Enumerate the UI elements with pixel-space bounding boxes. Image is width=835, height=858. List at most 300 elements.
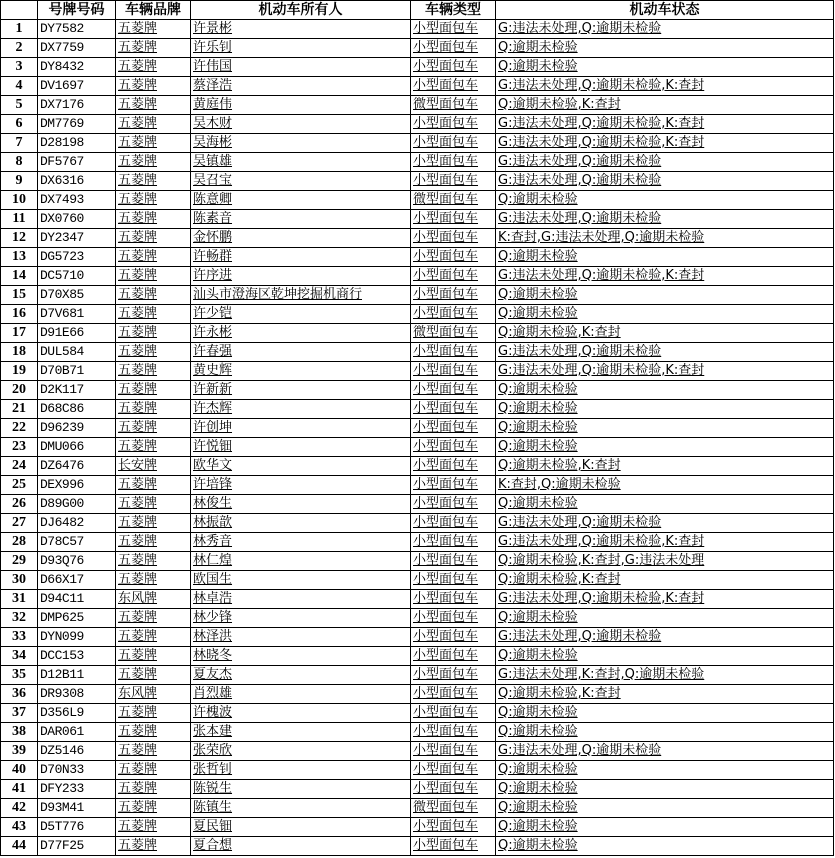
brand-cell[interactable]: [116, 514, 191, 533]
type-cell-text: 小型面包车: [413, 287, 479, 302]
header-row-number[interactable]: [1, 1, 38, 20]
brand-cell[interactable]: [116, 552, 191, 571]
plate-cell[interactable]: [38, 723, 116, 742]
type-cell[interactable]: [411, 210, 496, 229]
owner-cell[interactable]: [191, 172, 411, 191]
owner-cell[interactable]: [191, 286, 411, 305]
row-number[interactable]: [1, 590, 38, 609]
plate-cell[interactable]: [38, 742, 116, 761]
owner-cell[interactable]: [191, 799, 411, 818]
row-number[interactable]: [1, 20, 38, 39]
row-number[interactable]: [1, 609, 38, 628]
owner-cell[interactable]: [191, 39, 411, 58]
brand-cell[interactable]: [116, 20, 191, 39]
status-cell[interactable]: [496, 343, 834, 362]
owner-cell[interactable]: [191, 210, 411, 229]
plate-cell[interactable]: [38, 324, 116, 343]
status-cell[interactable]: [496, 191, 834, 210]
plate-cell[interactable]: [38, 172, 116, 191]
plate-cell[interactable]: [38, 134, 116, 153]
type-cell[interactable]: [411, 438, 496, 457]
row-number[interactable]: [1, 134, 38, 153]
type-cell[interactable]: [411, 609, 496, 628]
owner-cell-text: 夏合想: [193, 838, 233, 853]
row-number[interactable]: [1, 723, 38, 742]
owner-cell[interactable]: [191, 647, 411, 666]
status-cell-text: Q:逾期未检验: [498, 610, 578, 625]
header-plate[interactable]: 号牌号码: [38, 1, 116, 20]
row-number[interactable]: [1, 305, 38, 324]
status-cell[interactable]: [496, 419, 834, 438]
status-cell[interactable]: [496, 571, 834, 590]
row-number[interactable]: [1, 457, 38, 476]
type-cell[interactable]: [411, 267, 496, 286]
status-cell[interactable]: [496, 172, 834, 191]
row-number[interactable]: [1, 552, 38, 571]
status-cell-text: G:违法未处理,Q:逾期未检验,K:查封: [498, 268, 705, 283]
status-cell[interactable]: [496, 818, 834, 837]
brand-cell[interactable]: [116, 685, 191, 704]
brand-cell-text: 五菱牌: [118, 325, 158, 340]
type-cell[interactable]: [411, 647, 496, 666]
row-number[interactable]: [1, 628, 38, 647]
brand-cell[interactable]: [116, 666, 191, 685]
header-brand[interactable]: 车辆品牌: [116, 1, 191, 20]
row-number[interactable]: [1, 58, 38, 77]
plate-cell[interactable]: [38, 115, 116, 134]
type-cell[interactable]: [411, 153, 496, 172]
status-cell[interactable]: [496, 20, 834, 39]
owner-cell[interactable]: [191, 191, 411, 210]
row-number[interactable]: [1, 362, 38, 381]
row-number[interactable]: [1, 533, 38, 552]
plate-cell[interactable]: [38, 780, 116, 799]
plate-cell[interactable]: [38, 381, 116, 400]
type-cell[interactable]: [411, 457, 496, 476]
brand-cell[interactable]: [116, 172, 191, 191]
owner-cell[interactable]: [191, 666, 411, 685]
plate-cell[interactable]: [38, 96, 116, 115]
row-number[interactable]: [1, 343, 38, 362]
brand-cell[interactable]: [116, 267, 191, 286]
type-cell[interactable]: [411, 818, 496, 837]
status-cell[interactable]: [496, 685, 834, 704]
brand-cell[interactable]: [116, 533, 191, 552]
status-cell[interactable]: [496, 799, 834, 818]
plate-cell[interactable]: [38, 286, 116, 305]
status-cell[interactable]: [496, 761, 834, 780]
status-cell[interactable]: [496, 837, 834, 856]
row-number[interactable]: [1, 286, 38, 305]
brand-cell[interactable]: [116, 837, 191, 856]
type-cell[interactable]: [411, 191, 496, 210]
row-number[interactable]: [1, 191, 38, 210]
status-cell[interactable]: [496, 628, 834, 647]
status-cell[interactable]: [496, 742, 834, 761]
type-cell[interactable]: [411, 286, 496, 305]
type-cell[interactable]: [411, 134, 496, 153]
table-row: [1, 685, 834, 704]
type-cell-text: 小型面包车: [413, 173, 479, 188]
plate-cell[interactable]: [38, 267, 116, 286]
type-cell[interactable]: [411, 495, 496, 514]
owner-cell[interactable]: [191, 723, 411, 742]
row-number[interactable]: [1, 229, 38, 248]
plate-cell[interactable]: [38, 647, 116, 666]
brand-cell[interactable]: [116, 457, 191, 476]
row-number[interactable]: [1, 210, 38, 229]
row-number[interactable]: [1, 77, 38, 96]
plate-cell[interactable]: [38, 20, 116, 39]
brand-cell-text: 五菱牌: [118, 743, 158, 758]
row-number[interactable]: [1, 761, 38, 780]
type-cell[interactable]: [411, 514, 496, 533]
status-cell[interactable]: [496, 514, 834, 533]
brand-cell[interactable]: [116, 419, 191, 438]
plate-cell[interactable]: [38, 77, 116, 96]
type-cell[interactable]: [411, 704, 496, 723]
status-cell[interactable]: [496, 400, 834, 419]
brand-cell[interactable]: [116, 305, 191, 324]
row-number[interactable]: [1, 96, 38, 115]
owner-cell-text: 林仁煌: [193, 553, 233, 568]
status-cell[interactable]: [496, 39, 834, 58]
type-cell[interactable]: [411, 343, 496, 362]
brand-cell[interactable]: [116, 590, 191, 609]
brand-cell[interactable]: [116, 343, 191, 362]
owner-cell[interactable]: [191, 20, 411, 39]
brand-cell[interactable]: [116, 495, 191, 514]
type-cell[interactable]: [411, 552, 496, 571]
status-cell[interactable]: [496, 248, 834, 267]
brand-cell[interactable]: [116, 77, 191, 96]
type-cell[interactable]: [411, 381, 496, 400]
owner-cell[interactable]: [191, 761, 411, 780]
plate-cell[interactable]: [38, 837, 116, 856]
type-cell[interactable]: [411, 533, 496, 552]
plate-cell[interactable]: [38, 248, 116, 267]
brand-cell[interactable]: [116, 761, 191, 780]
table-row: [1, 229, 834, 248]
row-number[interactable]: [1, 666, 38, 685]
header-owner[interactable]: 机动车所有人: [191, 1, 411, 20]
plate-cell[interactable]: [38, 400, 116, 419]
row-number[interactable]: [1, 153, 38, 172]
plate-cell[interactable]: [38, 685, 116, 704]
plate-cell[interactable]: [38, 229, 116, 248]
plate-cell[interactable]: [38, 628, 116, 647]
type-cell[interactable]: [411, 77, 496, 96]
status-cell[interactable]: [496, 381, 834, 400]
status-cell[interactable]: [496, 229, 834, 248]
status-cell[interactable]: [496, 457, 834, 476]
type-cell[interactable]: [411, 172, 496, 191]
brand-cell-text: 五菱牌: [118, 211, 158, 226]
owner-cell[interactable]: [191, 343, 411, 362]
row-number[interactable]: [1, 39, 38, 58]
type-cell[interactable]: [411, 419, 496, 438]
brand-cell[interactable]: [116, 248, 191, 267]
owner-cell[interactable]: [191, 514, 411, 533]
row-number[interactable]: [1, 267, 38, 286]
type-cell[interactable]: [411, 305, 496, 324]
status-cell[interactable]: [496, 438, 834, 457]
owner-cell[interactable]: [191, 476, 411, 495]
row-number[interactable]: [1, 799, 38, 818]
plate-cell[interactable]: [38, 191, 116, 210]
owner-cell[interactable]: [191, 362, 411, 381]
status-cell[interactable]: [496, 96, 834, 115]
brand-cell-text: 五菱牌: [118, 762, 158, 777]
brand-cell[interactable]: [116, 723, 191, 742]
row-number[interactable]: [1, 419, 38, 438]
type-cell[interactable]: [411, 96, 496, 115]
owner-cell[interactable]: [191, 267, 411, 286]
owner-cell-text: 陈锐生: [193, 781, 233, 796]
brand-cell[interactable]: [116, 229, 191, 248]
type-cell[interactable]: [411, 628, 496, 647]
status-cell[interactable]: [496, 58, 834, 77]
brand-cell[interactable]: [116, 704, 191, 723]
row-number[interactable]: [1, 704, 38, 723]
owner-cell[interactable]: [191, 742, 411, 761]
row-number[interactable]: [1, 837, 38, 856]
status-cell[interactable]: [496, 704, 834, 723]
plate-cell-text: DG5723: [40, 249, 84, 264]
brand-cell[interactable]: [116, 286, 191, 305]
type-cell[interactable]: [411, 248, 496, 267]
status-cell[interactable]: [496, 77, 834, 96]
header-type[interactable]: 车辆类型: [411, 1, 496, 20]
plate-cell[interactable]: [38, 438, 116, 457]
status-cell[interactable]: [496, 590, 834, 609]
owner-cell[interactable]: [191, 134, 411, 153]
type-cell[interactable]: [411, 742, 496, 761]
row-number[interactable]: [1, 248, 38, 267]
row-number-text: 7: [15, 135, 23, 150]
row-number[interactable]: [1, 685, 38, 704]
type-cell[interactable]: [411, 20, 496, 39]
owner-cell[interactable]: [191, 837, 411, 856]
type-cell[interactable]: [411, 723, 496, 742]
brand-cell[interactable]: [116, 381, 191, 400]
plate-cell[interactable]: [38, 514, 116, 533]
owner-cell[interactable]: [191, 609, 411, 628]
owner-cell[interactable]: [191, 685, 411, 704]
owner-cell[interactable]: [191, 115, 411, 134]
owner-cell[interactable]: [191, 780, 411, 799]
brand-cell[interactable]: [116, 780, 191, 799]
plate-cell[interactable]: [38, 495, 116, 514]
status-cell[interactable]: [496, 267, 834, 286]
status-cell[interactable]: [496, 286, 834, 305]
row-number[interactable]: [1, 818, 38, 837]
status-cell[interactable]: [496, 153, 834, 172]
owner-cell[interactable]: [191, 419, 411, 438]
row-number[interactable]: [1, 571, 38, 590]
plate-cell[interactable]: [38, 533, 116, 552]
status-cell[interactable]: [496, 723, 834, 742]
plate-cell[interactable]: [38, 552, 116, 571]
type-cell[interactable]: [411, 666, 496, 685]
owner-cell[interactable]: [191, 571, 411, 590]
owner-cell[interactable]: [191, 58, 411, 77]
plate-cell[interactable]: [38, 476, 116, 495]
status-cell-text: G:违法未处理,Q:逾期未检验: [498, 173, 662, 188]
type-cell[interactable]: [411, 58, 496, 77]
owner-cell[interactable]: [191, 438, 411, 457]
type-cell[interactable]: [411, 362, 496, 381]
status-cell[interactable]: [496, 134, 834, 153]
plate-cell[interactable]: [38, 666, 116, 685]
type-cell[interactable]: [411, 571, 496, 590]
plate-cell[interactable]: [38, 704, 116, 723]
owner-cell[interactable]: [191, 495, 411, 514]
brand-cell[interactable]: [116, 571, 191, 590]
owner-cell[interactable]: [191, 590, 411, 609]
status-cell[interactable]: [496, 609, 834, 628]
status-cell[interactable]: [496, 210, 834, 229]
row-number[interactable]: [1, 400, 38, 419]
status-cell[interactable]: [496, 780, 834, 799]
status-cell[interactable]: [496, 115, 834, 134]
owner-cell[interactable]: [191, 229, 411, 248]
type-cell[interactable]: [411, 761, 496, 780]
header-status[interactable]: 机动车状态: [496, 1, 834, 20]
type-cell[interactable]: [411, 400, 496, 419]
status-cell[interactable]: [496, 476, 834, 495]
type-cell[interactable]: [411, 39, 496, 58]
brand-cell[interactable]: [116, 362, 191, 381]
row-number[interactable]: [1, 172, 38, 191]
plate-cell[interactable]: [38, 305, 116, 324]
row-number[interactable]: [1, 324, 38, 343]
owner-cell[interactable]: [191, 153, 411, 172]
brand-cell[interactable]: [116, 324, 191, 343]
owner-cell[interactable]: [191, 628, 411, 647]
type-cell[interactable]: [411, 799, 496, 818]
owner-cell[interactable]: [191, 704, 411, 723]
type-cell[interactable]: [411, 685, 496, 704]
status-cell[interactable]: [496, 362, 834, 381]
type-cell[interactable]: [411, 324, 496, 343]
brand-cell[interactable]: [116, 476, 191, 495]
plate-cell-text: D66X17: [40, 572, 84, 587]
row-number[interactable]: [1, 514, 38, 533]
plate-cell[interactable]: [38, 590, 116, 609]
brand-cell[interactable]: [116, 647, 191, 666]
brand-cell[interactable]: [116, 191, 191, 210]
table-row: [1, 419, 834, 438]
brand-cell[interactable]: [116, 153, 191, 172]
owner-cell[interactable]: [191, 381, 411, 400]
brand-cell[interactable]: [116, 742, 191, 761]
status-cell[interactable]: [496, 305, 834, 324]
row-number[interactable]: [1, 780, 38, 799]
brand-cell[interactable]: [116, 39, 191, 58]
status-cell[interactable]: [496, 666, 834, 685]
owner-cell[interactable]: [191, 457, 411, 476]
brand-cell[interactable]: [116, 799, 191, 818]
owner-cell[interactable]: [191, 77, 411, 96]
row-number[interactable]: [1, 476, 38, 495]
plate-cell[interactable]: [38, 39, 116, 58]
plate-cell[interactable]: [38, 457, 116, 476]
plate-cell[interactable]: [38, 58, 116, 77]
plate-cell[interactable]: [38, 362, 116, 381]
status-cell[interactable]: [496, 495, 834, 514]
row-number[interactable]: [1, 438, 38, 457]
brand-cell[interactable]: [116, 818, 191, 837]
plate-cell[interactable]: [38, 153, 116, 172]
owner-cell[interactable]: [191, 324, 411, 343]
type-cell[interactable]: [411, 780, 496, 799]
brand-cell[interactable]: [116, 628, 191, 647]
status-cell[interactable]: [496, 552, 834, 571]
row-number-text: 14: [12, 268, 26, 283]
plate-cell[interactable]: [38, 761, 116, 780]
type-cell[interactable]: [411, 229, 496, 248]
owner-cell-text: 许景彬: [193, 21, 233, 36]
owner-cell[interactable]: [191, 552, 411, 571]
owner-cell[interactable]: [191, 818, 411, 837]
status-cell[interactable]: [496, 647, 834, 666]
plate-cell[interactable]: [38, 343, 116, 362]
table-row: [1, 115, 834, 134]
type-cell[interactable]: [411, 590, 496, 609]
brand-cell[interactable]: [116, 58, 191, 77]
brand-cell[interactable]: [116, 115, 191, 134]
plate-cell[interactable]: [38, 609, 116, 628]
plate-cell-text: D70B71: [40, 363, 84, 378]
status-cell[interactable]: [496, 533, 834, 552]
type-cell[interactable]: [411, 115, 496, 134]
owner-cell[interactable]: [191, 533, 411, 552]
owner-cell[interactable]: [191, 96, 411, 115]
plate-cell[interactable]: [38, 818, 116, 837]
type-cell[interactable]: [411, 476, 496, 495]
table-row: [1, 39, 834, 58]
brand-cell-text: 五菱牌: [118, 401, 158, 416]
brand-cell[interactable]: [116, 438, 191, 457]
brand-cell[interactable]: [116, 400, 191, 419]
row-number-text: 24: [12, 458, 26, 473]
plate-cell[interactable]: [38, 419, 116, 438]
status-cell-text: G:违法未处理,Q:逾期未检验: [498, 515, 662, 530]
row-number[interactable]: [1, 647, 38, 666]
brand-cell[interactable]: [116, 134, 191, 153]
owner-cell[interactable]: [191, 400, 411, 419]
row-number[interactable]: [1, 742, 38, 761]
plate-cell[interactable]: [38, 571, 116, 590]
plate-cell[interactable]: [38, 799, 116, 818]
owner-cell[interactable]: [191, 305, 411, 324]
plate-cell[interactable]: [38, 210, 116, 229]
brand-cell-text: 五菱牌: [118, 78, 158, 93]
brand-cell[interactable]: [116, 96, 191, 115]
row-number[interactable]: [1, 115, 38, 134]
brand-cell[interactable]: [116, 609, 191, 628]
brand-cell[interactable]: [116, 210, 191, 229]
type-cell[interactable]: [411, 837, 496, 856]
status-cell[interactable]: [496, 324, 834, 343]
brand-cell-text: 五菱牌: [118, 306, 158, 321]
row-number[interactable]: [1, 381, 38, 400]
type-cell-text: 小型面包车: [413, 59, 479, 74]
row-number-text: 21: [12, 401, 26, 416]
owner-cell[interactable]: [191, 248, 411, 267]
row-number[interactable]: [1, 495, 38, 514]
